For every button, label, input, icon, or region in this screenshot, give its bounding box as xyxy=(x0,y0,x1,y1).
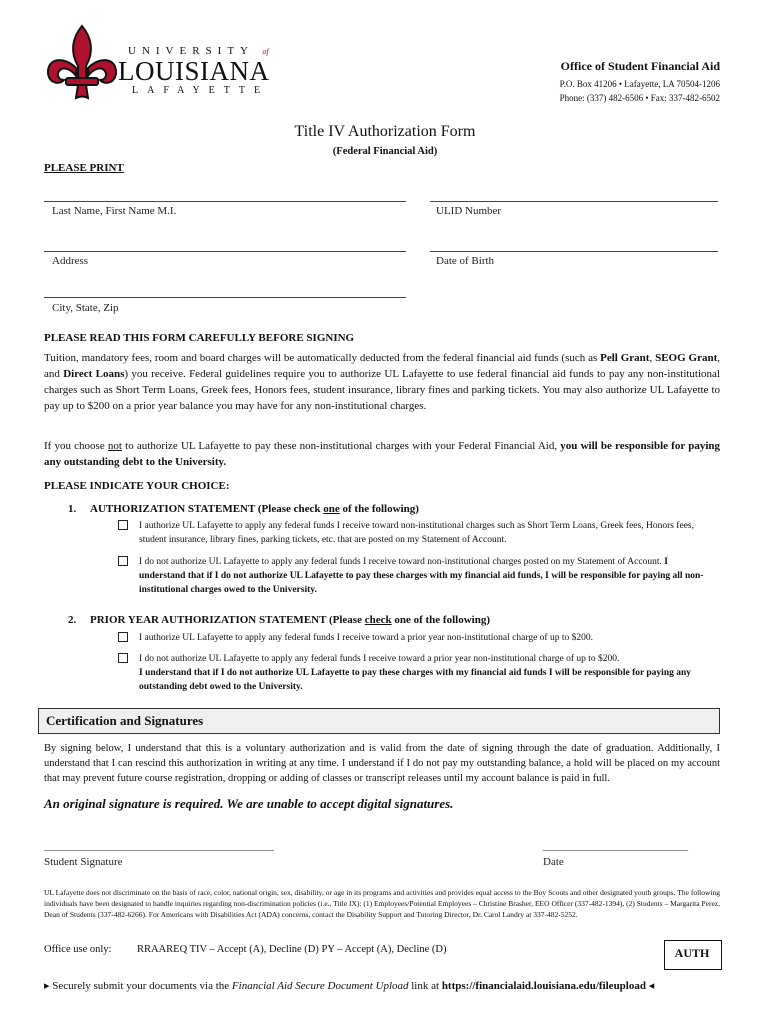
statement-1-number: 1. xyxy=(68,503,77,515)
office-address: P.O. Box 41206 • Lafayette, LA 70504-1206 xyxy=(559,79,720,89)
student-signature-label: Student Signature xyxy=(44,856,123,868)
s2-decline-checkbox[interactable] xyxy=(118,653,128,663)
name-field[interactable] xyxy=(44,201,406,202)
address-field-label: Address xyxy=(52,255,89,267)
statement-1-title: AUTHORIZATION STATEMENT (Please check one of the following) xyxy=(90,503,419,515)
city-field[interactable] xyxy=(44,297,406,298)
please-print-label: PLEASE PRINT xyxy=(44,162,124,174)
statement-2-title: PRIOR YEAR AUTHORIZATION STATEMENT (Please check one of the following) xyxy=(90,614,490,626)
certification-text: By signing below, I understand that this is a voluntary authorization and is valid from the date of signing through the date of graduation. Additionally, I understand that I can rescind this authorization in writing at any time. I understand if I do not pay my outstanding balance, a hold will be placed on my account that may prevent future course registration, dropping or adding of classes or transcript releases until my account balance is paid in full. xyxy=(44,743,720,784)
auth-label: AUTH xyxy=(674,946,710,960)
ulid-field[interactable] xyxy=(430,201,718,202)
form-subtitle: (Federal Financial Aid) xyxy=(332,146,438,157)
fleur-de-lis-icon xyxy=(42,22,122,106)
s1-decline-text: I do not authorize UL Lafayette to apply any federal funds I receive toward non-institutional charges posted on my Statement of Account. I understand that if I do not authorize UL Lafayette to pay these charges with my financial aid funds, I will be responsible for paying all non-institutional charges owed to the University. xyxy=(139,557,704,595)
date-label: Date xyxy=(543,856,564,868)
arrow-right-icon: ▸ xyxy=(44,980,50,992)
read-heading: PLEASE READ THIS FORM CAREFULLY BEFORE SIGNING xyxy=(44,332,355,344)
upload-footer: ▸ Securely submit your documents via the Financial Aid Secure Document Upload link at https://financialaid.louisiana.edu/fileupload ◂ xyxy=(44,980,655,992)
name-field-label: Last Name, First Name M.I. xyxy=(52,205,177,217)
dob-field[interactable] xyxy=(430,251,718,252)
university-wordmark-top: UNIVERSITY of xyxy=(128,45,269,57)
city-field-label: City, State, Zip xyxy=(52,302,119,314)
university-wordmark-main: LOUISIANA xyxy=(118,56,270,86)
read-paragraph-1: Tuition, mandatory fees, room and board charges will be automatically deducted from the federal financial aid funds (such as Pell Grant, SEOG Grant, and Direct Loans) you receive. Federal guidelines require you to authorize UL Lafayette to use federal financial aid funds to pay any non-institutional charges such as Short Term Loans, Greek fees, Honors fees, student insurance, library fines and parking tickets. You may also authorize UL Lafayette to pay up to $200 on a prior year balance you may have for any non-institutional charges. xyxy=(44,352,720,412)
s2-authorize-text: I authorize UL Lafayette to apply any federal funds I receive toward a prior year non-institutional charge of up to $200. xyxy=(139,633,593,643)
s2-authorize-checkbox[interactable] xyxy=(118,632,128,642)
office-contact xyxy=(560,77,720,105)
certification-title: Certification and Signatures xyxy=(46,713,204,728)
ulid-field-label: ULID Number xyxy=(436,205,502,217)
dob-field-label: Date of Birth xyxy=(436,255,495,267)
address-field[interactable] xyxy=(44,251,406,252)
s1-decline-checkbox[interactable] xyxy=(118,556,128,566)
original-signature-notice: An original signature is required. We are unable to accept digital signatures. xyxy=(44,796,454,811)
university-wordmark-sub: LAFAYETTE xyxy=(132,85,270,96)
signature-line[interactable]: ______________________________________________ xyxy=(44,841,274,852)
statement-2-number: 2. xyxy=(68,614,77,626)
arrow-left-icon: ◂ xyxy=(648,980,655,992)
office-phone: Phone: (337) 482-6506 • Fax: 337-482-6502 xyxy=(559,93,720,103)
office-title: Office of Student Financial Aid xyxy=(560,59,720,73)
nondiscrimination-statement: UL Lafayette does not discriminate on the basis of race, color, national origin, sex, disability, or age in its programs and activities and provides equal access to the Boy Scouts and other designated youth groups. The following individuals have been designated to handle inquiries regarding non-discrimination policies (i.e., Title IX): (1) Employees/Potential Employees – Christine Brasher, EEO Officer (337-482-1394), (2) Students – Margarita Perez, Dean of Students (337-482-6266). For Americans with Disabilities Act (ADA) concerns, contact the Disability Support and Tutoring Director, Dr. Carol Landry at 337-482-5252. xyxy=(44,888,720,919)
office-use-codes: RRAAREQ TIV – Accept (A), Decline (D) PY – Accept (A), Decline (D) xyxy=(137,944,447,955)
date-line[interactable]: _____________________________ xyxy=(543,841,688,852)
choice-heading: PLEASE INDICATE YOUR CHOICE: xyxy=(44,480,230,492)
read-paragraph-2: If you choose not to authorize UL Lafayette to pay these non-institutional charges with your Federal Financial Aid, you will be responsible for paying any outstanding debt to the University. xyxy=(44,440,720,468)
s1-authorize-checkbox[interactable] xyxy=(118,520,128,530)
upload-link[interactable]: https://financialaid.louisiana.edu/fileupload xyxy=(441,980,646,992)
s1-authorize-text: I authorize UL Lafayette to apply any federal funds I receive toward non-institutional charges such as Short Term Loans, Greek fees, Honors fees, student insurance, library fines, parking tickets, etc. that are posted on my Statement of Account. xyxy=(139,521,694,545)
s2-decline-text: I do not authorize UL Lafayette to apply any federal funds I receive toward a prior year non-institutional charge of up to $200. I understand that if I do not authorize UL Lafayette to pay these charges with my financial aid funds I will be responsible for paying any outstanding debt owed to the University. xyxy=(139,654,692,692)
office-use-label: Office use only: xyxy=(44,944,112,955)
form-title: Title IV Authorization Form xyxy=(294,123,476,140)
